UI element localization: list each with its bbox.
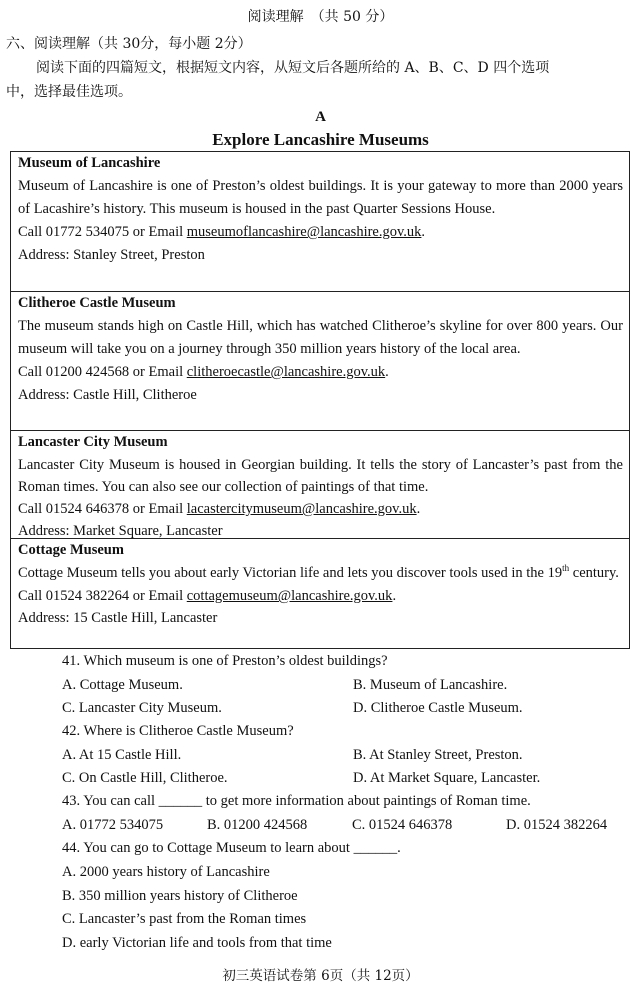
option-43-c[interactable]: C. 01524 646378 (352, 817, 453, 833)
museum-name: Clitheroe Castle Museum (18, 295, 176, 311)
museum-address: Address: Castle Hill, Clitheroe (18, 387, 197, 403)
museum-name: Museum of Lancashire (18, 155, 161, 171)
option-43-b[interactable]: B. 01200 424568 (207, 817, 308, 833)
museum-address: Address: 15 Castle Hill, Lancaster (18, 610, 218, 626)
option-43-d[interactable]: D. 01524 382264 (506, 817, 608, 833)
question-42: 42. Where is Clitheroe Castle Museum? (62, 723, 294, 739)
museum-box-lancaster-city (10, 431, 630, 539)
option-44-b[interactable]: B. 350 million years history of Clitheroe (62, 888, 298, 904)
call-text: Call 01524 646378 or Email (18, 501, 187, 517)
ordinal-suffix: th (562, 563, 570, 574)
museum-name: Lancaster City Museum (18, 434, 168, 450)
option-41-a[interactable]: A. Cottage Museum. (62, 677, 183, 693)
section-heading: 六、阅读理解（共 30分，每小题 2分） (6, 36, 252, 52)
call-text: Call 01772 534075 or Email (18, 224, 187, 240)
option-41-b[interactable]: B. Museum of Lancashire. (353, 677, 508, 693)
option-42-c[interactable]: C. On Castle Hill, Clitheroe. (62, 770, 228, 786)
page-footer: 初三英语试卷第 6页（共 12页） (222, 968, 419, 984)
question-44: 44. You can go to Cottage Museum to learn about ______. (62, 840, 401, 856)
museum-box-cottage (10, 539, 630, 649)
option-43-a[interactable]: A. 01772 534075 (62, 817, 164, 833)
museum-box-clitheroe (10, 292, 630, 431)
call-text: Call 01200 424568 or Email (18, 364, 187, 380)
option-41-c[interactable]: C. Lancaster City Museum. (62, 700, 222, 716)
option-44-d[interactable]: D. early Victorian life and tools from that time (62, 935, 332, 951)
museum-address: Address: Stanley Street, Preston (18, 247, 205, 263)
museum-description: The museum stands high on Castle Hill, which has watched Clitheroe’s skyline for over 800 years. Our museum will take you on a journey through 350 million years history of the local area. (18, 318, 623, 357)
option-41-d[interactable]: D. Clitheroe Castle Museum. (353, 700, 523, 716)
passage-title: Explore Lancashire Museums (212, 130, 429, 149)
museum-description: Museum of Lancashire is one of Preston’s oldest buildings. It is your gateway to more than 2000 years of Lacashire’s history. This museum is housed in the past Quarter Sessions House. (18, 178, 623, 217)
description-end: century. (569, 565, 619, 581)
question-41: 41. Which museum is one of Preston’s oldest buildings? (62, 653, 388, 669)
email-link[interactable]: clitheroecastle@lancashire.gov.uk (186, 364, 386, 380)
museum-address: Address: Market Square, Lancaster (18, 523, 223, 539)
instruction-line-2: 中，选择最佳选项。 (6, 84, 132, 100)
museum-description (18, 562, 623, 585)
description-text: Cottage Museum tells you about early Victorian life and lets you discover tools used in the 19 (18, 565, 563, 581)
museum-contact: Call 01524 646378 or Email lacastercitymuseum@lancashire.gov.uk. (18, 501, 421, 517)
option-44-a[interactable]: A. 2000 years history of Lancashire (62, 864, 270, 880)
email-link[interactable]: museumoflancashire@lancashire.gov.uk (186, 224, 422, 240)
option-42-a[interactable]: A. At 15 Castle Hill. (62, 747, 182, 763)
museum-box-lancashire (10, 151, 630, 292)
call-text: Call 01524 382264 or Email (18, 588, 187, 604)
question-43: 43. You can call ______ to get more information about paintings of Roman time. (62, 793, 531, 809)
email-link[interactable]: cottagemuseum@lancashire.gov.uk (186, 588, 393, 604)
passage-letter: A (315, 109, 326, 125)
museum-contact: Call 01772 534075 or Email museumoflancashire@lancashire.gov.uk. (18, 224, 426, 240)
option-42-b[interactable]: B. At Stanley Street, Preston. (353, 747, 523, 763)
museum-name: Cottage Museum (18, 542, 124, 558)
instruction-line-1: 阅读下面的四篇短文，根据短文内容，从短文后各题所给的 A、B、C、D 四个选项 (36, 60, 550, 76)
museum-contact: Call 01200 424568 or Email clitheroecastle@lancashire.gov.uk. (18, 364, 389, 380)
email-link[interactable]: lacastercitymuseum@lancashire.gov.uk (186, 501, 417, 517)
museum-description: Lancaster City Museum is housed in Georgian building. It tells the story of Lancaster’s past from the Roman times. You can also see our collection of paintings of that time. (18, 457, 623, 495)
option-42-d[interactable]: D. At Market Square, Lancaster. (353, 770, 541, 786)
page-title: 阅读理解 （共 50 分） (247, 9, 394, 25)
option-44-c[interactable]: C. Lancaster’s past from the Roman times (62, 911, 307, 927)
museum-contact: Call 01524 382264 or Email cottagemuseum@lancashire.gov.uk. (18, 588, 397, 604)
